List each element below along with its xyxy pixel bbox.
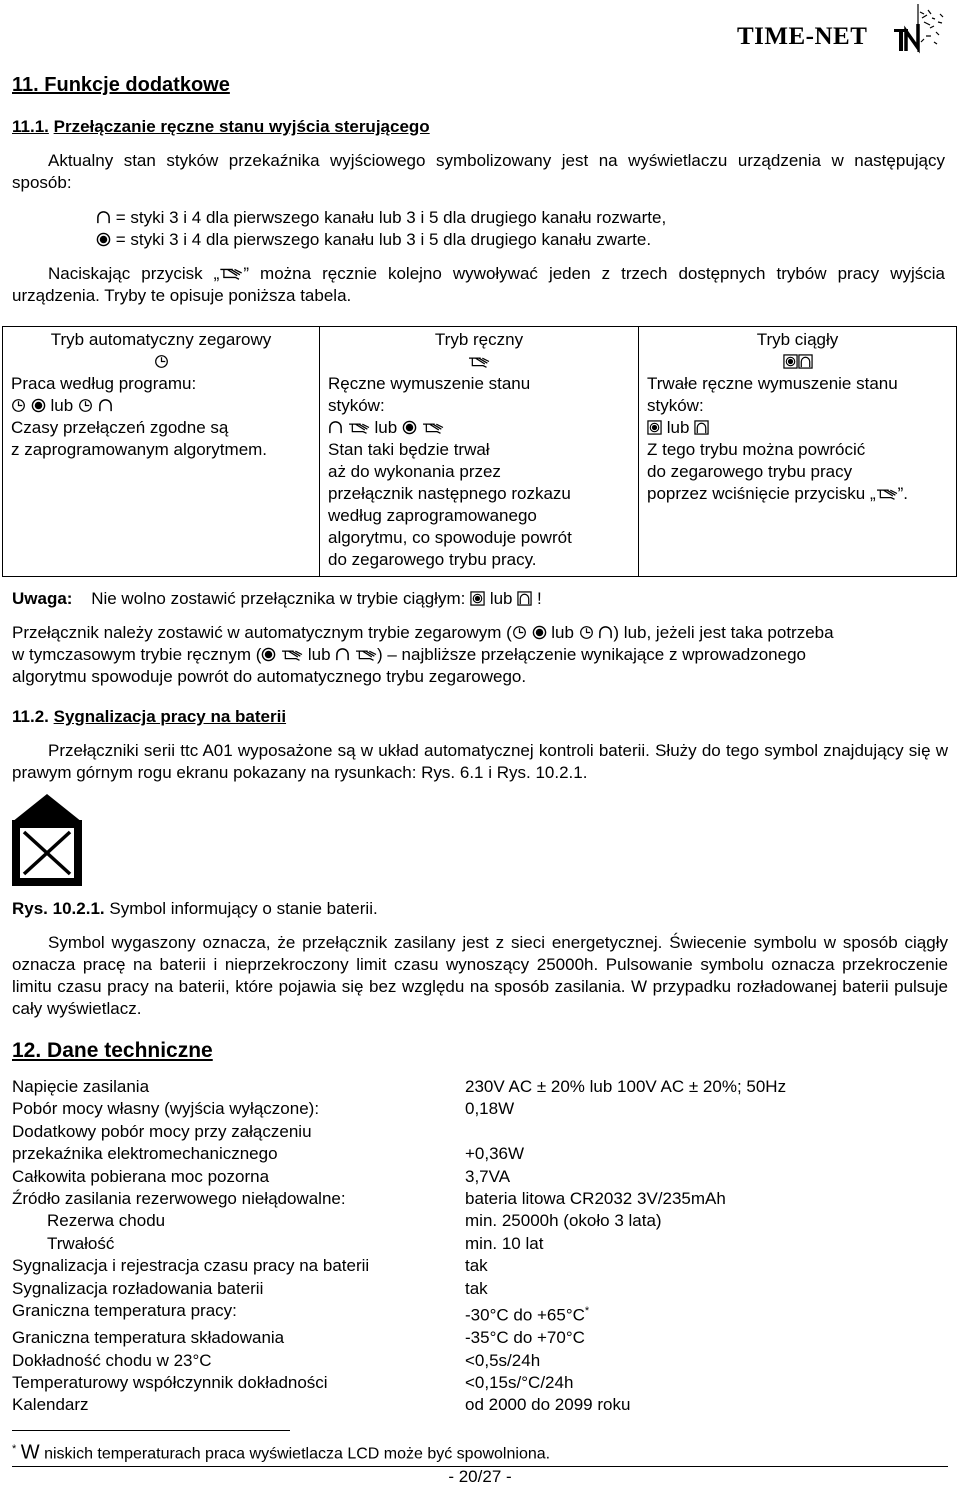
spec-value: 3,7VA <box>465 1166 511 1186</box>
spec-value: 0,18W <box>465 1099 515 1119</box>
contact-closed-icon <box>261 647 276 662</box>
contact-closed-icon <box>532 625 547 640</box>
spec-row <box>12 1350 952 1372</box>
note-label: Uwaga: <box>12 589 73 608</box>
p3-part-4: ) – najbliższe przełączenie wynikające z wprowadzonego <box>377 645 807 664</box>
footnote-mark: * <box>12 1443 17 1455</box>
spec-value: min. 25000h (około 3 lata) <box>465 1211 662 1231</box>
hand-icon <box>281 647 303 662</box>
p3-part-3: w tymczasowym trybie ręcznym ( <box>12 645 262 664</box>
spec-value: -35°C do +70°C <box>465 1328 585 1348</box>
legend-open <box>96 207 666 229</box>
recommendation-line-1 <box>12 622 948 644</box>
footnote-initial: W <box>20 1441 40 1464</box>
mode-auto-example <box>11 395 311 417</box>
recommendation-line-3: algorytmu spowoduje powrót do automatycznego trybu zegarowego. <box>12 667 527 686</box>
contact-open-icon <box>335 647 350 662</box>
spec-row <box>12 1327 952 1349</box>
mode-auto-cell <box>3 327 320 577</box>
mode-manual-l8: do zegarowego trybu pracy. <box>328 550 537 569</box>
subsection-heading-11-1 <box>12 116 430 138</box>
spec-value: <0,15s/°C/24h <box>465 1372 574 1392</box>
mode-manual-l2: styków: <box>328 396 385 415</box>
contact-open-icon <box>328 420 343 435</box>
mode-manual-example <box>328 417 630 439</box>
mode-continuous-symbol <box>647 351 948 373</box>
spec-key: Napięcie zasilania <box>12 1077 150 1096</box>
spec-value: min. 10 lat <box>465 1233 544 1253</box>
mode-continuous-l1: Trwałe ręczne wymuszenie stanu <box>647 374 898 393</box>
spec-value: 230V AC ± 20% lub 100V AC ± 20%; 50Hz <box>465 1077 787 1096</box>
legend-closed <box>96 229 651 251</box>
page-number: - 20/27 - <box>448 1467 512 1486</box>
contact-closed-icon <box>31 398 46 413</box>
p3-part-2: ) lub, jeżeli jest taka potrzeba <box>613 623 834 642</box>
button-paragraph-end: ” można ręcznie kolejno wywoływać jeden z trzech dostępnych trybów pracy wyjścia urządzenia. Tryby te opisuje poniższa tabela. <box>12 264 945 305</box>
clock-icon <box>11 398 26 413</box>
clock-icon <box>579 625 594 640</box>
spec-value: +0,36W <box>465 1144 525 1164</box>
mode-continuous-head: Tryb ciągły <box>756 330 839 349</box>
mode-continuous-l3: Z tego trybu można powrócić <box>647 440 866 459</box>
boxed-closed-icon <box>783 354 798 369</box>
p3-part-1: Przełącznik należy zostawić w automatycznym trybie zegarowym ( <box>12 623 512 642</box>
mode-auto-l1: Praca według programu: <box>11 374 197 393</box>
hand-icon <box>422 420 444 435</box>
figure-caption <box>12 898 378 920</box>
boxed-open-icon <box>798 354 813 369</box>
spec-row <box>12 1255 952 1277</box>
spec-value: bateria litowa CR2032 3V/235mAh <box>465 1189 726 1209</box>
brand-name: TIME-NET <box>737 23 868 50</box>
note-text: Nie wolno zostawić przełącznika w trybie ciągłym: <box>91 589 466 608</box>
spec-key: przekaźnika elektromechanicznego <box>12 1144 278 1164</box>
legend-open-text: = styki 3 i 4 dla pierwszego kanału lub 3 i 5 dla drugiego kanału rozwarte, <box>115 208 667 227</box>
spec-row <box>12 1121 952 1143</box>
footnote-divider <box>12 1430 290 1431</box>
mode-continuous-l5-start: poprzez wciśnięcie przycisku „ <box>647 484 876 503</box>
spec-key: Trwałość <box>47 1233 115 1253</box>
spec-key: Pobór mocy własny (wyjścia wyłączone): <box>12 1099 320 1119</box>
mode-manual-l5: przełącznik następnego rozkazu <box>328 484 571 503</box>
button-paragraph <box>12 263 945 307</box>
section-heading-11: 11. Funkcje dodatkowe <box>12 74 230 96</box>
spec-key: Graniczna temperatura pracy: <box>12 1301 237 1321</box>
contact-closed-icon <box>402 420 417 435</box>
intro-paragraph: Aktualny stan styków przekaźnika wyjściowego symbolizowany jest na wyświetlaczu urządzenia w następujący sposób: <box>12 151 945 192</box>
spec-table <box>12 1076 952 1417</box>
lub-text: lub <box>666 418 690 437</box>
subsection-title: Sygnalizacja pracy na baterii <box>53 707 287 726</box>
figure-caption-text: Symbol informujący o stanie baterii. <box>109 899 378 918</box>
brand-logo <box>735 2 957 58</box>
recommendation-line-2 <box>12 644 948 666</box>
boxed-open-icon <box>694 420 709 435</box>
spec-value-with-footnote <box>465 1300 952 1327</box>
spec-value: tak <box>465 1256 488 1276</box>
figure-label: Rys. 10.2.1. <box>12 899 105 918</box>
mode-continuous-example <box>647 417 948 439</box>
spec-row <box>12 1076 952 1098</box>
spec-value <box>465 1121 952 1143</box>
footnote <box>12 1438 550 1465</box>
hand-icon <box>468 354 490 369</box>
contact-closed-icon <box>96 232 111 247</box>
spec-row <box>12 1210 952 1232</box>
spec-key: Temperaturowy współczynnik dokładności <box>12 1372 328 1392</box>
hand-button-icon <box>219 265 243 281</box>
battery-paragraph: Przełączniki serii ttc A01 wyposażone są w układ automatycznej kontroli baterii. Służy do tego symbol znajdujący się w prawym górnym rogu ekranu pokazany na rysunkach: Rys. 6.1 i Rys. 10.2.1. <box>12 741 948 782</box>
note-end: ! <box>536 589 542 608</box>
mode-manual-l7: algorytmu, co spowoduje powrót <box>328 528 572 547</box>
button-paragraph-start: Naciskając przycisk „ <box>48 264 220 283</box>
spec-row <box>12 1098 952 1120</box>
clock-icon <box>154 354 169 369</box>
boxed-open-icon <box>517 591 532 606</box>
spec-value: <0,5s/24h <box>465 1350 541 1370</box>
spec-row <box>12 1372 952 1394</box>
mode-manual-l6: według zaprogramowanego <box>328 506 537 525</box>
mode-continuous-l5-end: ”. <box>897 484 909 503</box>
section-heading-12: 12. Dane techniczne <box>12 1039 213 1062</box>
hand-icon <box>348 420 370 435</box>
subsection-title: Przełączanie ręczne stanu wyjścia sterującego <box>53 117 430 136</box>
spec-key: Kalendarz <box>12 1395 89 1415</box>
mode-auto-l3: z zaprogramowanym algorytmem. <box>11 440 268 459</box>
spec-key: Rezerwa chodu <box>47 1211 166 1231</box>
spec-value: tak <box>465 1278 488 1298</box>
mode-continuous-l2: styków: <box>647 396 704 415</box>
mode-manual-l3: Stan taki będzie trwał <box>328 440 490 459</box>
spec-key: Dodatkowy pobór mocy przy załączeniu <box>12 1121 312 1141</box>
hand-icon <box>355 647 377 662</box>
subsection-number: 11.2. <box>12 707 49 726</box>
spec-value: -30°C do +65°C <box>465 1305 585 1325</box>
subsection-heading-11-2 <box>12 706 286 728</box>
footnote-text: niskich temperaturach praca wyświetlacza LCD może być spowolniona. <box>44 1445 551 1463</box>
mode-continuous-l4: do zegarowego trybu pracy <box>647 462 853 481</box>
spec-key: Sygnalizacja rozładowania baterii <box>12 1278 264 1298</box>
spec-key: Sygnalizacja i rejestracja czasu pracy na baterii <box>12 1256 370 1276</box>
lub-text: lub <box>307 645 331 664</box>
spec-key: Graniczna temperatura składowania <box>12 1328 285 1348</box>
lub-text: lub <box>50 396 74 415</box>
mode-continuous-l5 <box>647 483 948 505</box>
spec-row <box>12 1143 952 1165</box>
mode-auto-l2: Czasy przełączeń zgodne są <box>11 418 229 437</box>
legend-closed-text: = styki 3 i 4 dla pierwszego kanału lub 3 i 5 dla drugiego kanału zwarte. <box>115 230 652 249</box>
lub-text: lub <box>374 418 398 437</box>
lub-text: lub <box>489 589 513 608</box>
modes-table <box>2 326 957 577</box>
battery-status-paragraph: Symbol wygaszony oznacza, że przełącznik zasilany jest z sieci energetycznej. Świecenie symbolu w sposób ciągły oznacza pracę na baterii i nieprzekroczony limit czasu wynoszący 25000h. Pulsowanie symbolu oznacza przekroczenie limitu czasu pracy na baterii, które pojawia się bez względu na sposób zasilania. W przypadku rozładowanej baterii pulsuje cały wyświetlacz. <box>12 933 948 1018</box>
spec-value: od 2000 do 2099 roku <box>465 1395 631 1415</box>
warning-note <box>12 588 542 610</box>
spec-key: Dokładność chodu w 23°C <box>12 1350 212 1370</box>
mode-manual-head: Tryb ręczny <box>434 330 524 349</box>
footnote-ref: * <box>584 1305 590 1318</box>
recommendation-paragraph <box>12 622 948 688</box>
boxed-closed-icon <box>470 591 485 606</box>
hand-icon <box>876 486 898 501</box>
clock-icon <box>512 625 527 640</box>
mode-auto-symbol <box>11 351 311 373</box>
spec-key: Całkowita pobierana moc pozorna <box>12 1166 270 1186</box>
spec-row <box>12 1188 952 1210</box>
contact-open-icon <box>598 625 613 640</box>
tn-logo-icon <box>880 2 957 58</box>
contact-open-icon <box>96 210 111 225</box>
lub-text: lub <box>551 623 574 642</box>
mode-continuous-cell <box>639 327 957 577</box>
spec-row <box>12 1394 952 1416</box>
contact-open-icon <box>98 398 113 413</box>
spec-row <box>12 1233 952 1255</box>
clock-icon <box>78 398 93 413</box>
spec-key: Źródło zasilania rezerwowego niełądowalne: <box>12 1189 346 1209</box>
mode-manual-l4: aż do wykonania przez <box>328 462 501 481</box>
boxed-closed-icon <box>647 420 662 435</box>
mode-manual-l1: Ręczne wymuszenie stanu <box>328 374 531 393</box>
mode-manual-cell <box>320 327 639 577</box>
spec-row <box>12 1278 952 1300</box>
battery-house-icon <box>12 792 82 886</box>
spec-row <box>12 1300 952 1327</box>
subsection-number: 11.1. <box>12 117 49 136</box>
mode-auto-head: Tryb automatyczny zegarowy <box>50 330 272 349</box>
mode-manual-symbol <box>328 351 630 373</box>
spec-row <box>12 1166 952 1188</box>
